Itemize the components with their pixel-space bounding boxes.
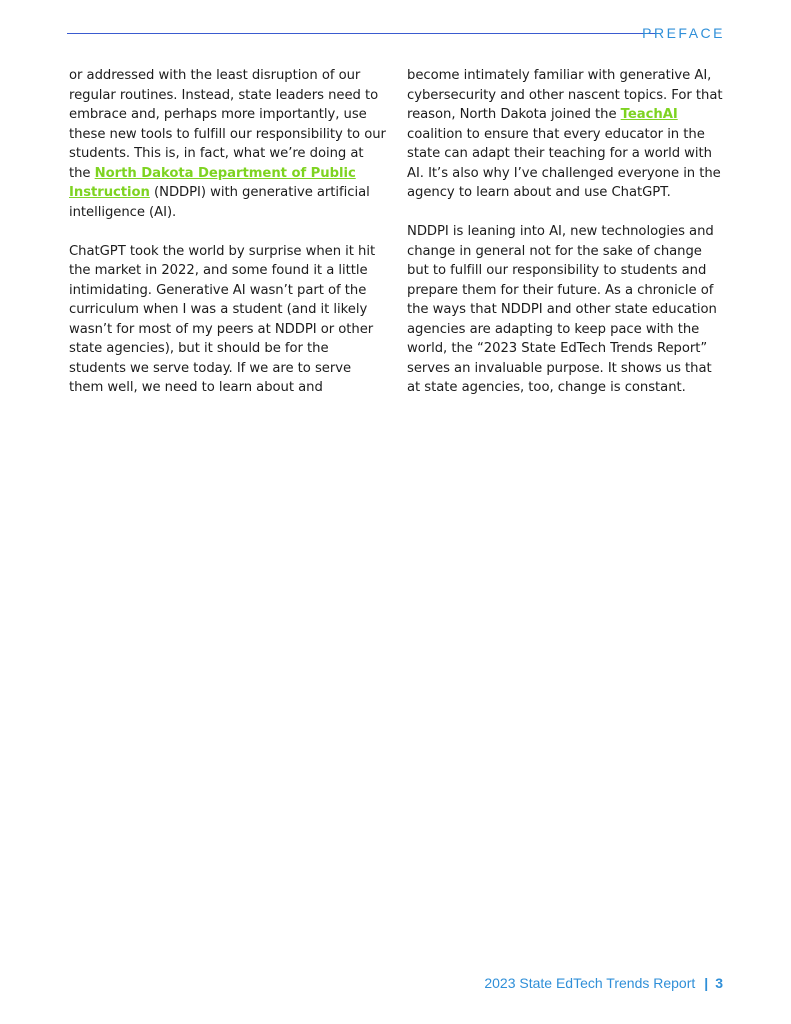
right-paragraph-1 xyxy=(407,66,723,203)
footer-report-title: 2023 State EdTech Trends Report xyxy=(484,975,696,991)
right-column xyxy=(407,66,723,417)
left-paragraph-2: ChatGPT took the world by surprise when it hit the market in 2022, and some found it a little intimidating. Generative AI wasn’t part of the curriculum when I was a student (and it likely wasn’t for most of my peers at NDDPI or other state agencies), but it should be for the students we serve today. If we are to serve them well, we need to learn about and xyxy=(69,243,376,395)
left-paragraph-1-text-after: (NDDPI) with generative artificial intelligence (AI). xyxy=(69,185,370,220)
left-column xyxy=(69,66,387,417)
section-label: PREFACE xyxy=(642,25,725,41)
page-footer xyxy=(484,974,723,992)
nddpi-link[interactable]: North Dakota Department of Public Instruction xyxy=(69,165,356,200)
right-paragraph-1-text-after: coalition to ensure that every educator in the state can adapt their teaching for a world with AI. It’s also why I’ve challenged everyone in the agency to learn about and use ChatGPT. xyxy=(407,126,721,200)
header-rule xyxy=(67,33,657,34)
left-paragraph-1-text-before: or addressed with the least disruption of our regular routines. Instead, state leaders need to embrace and, perhaps more importantly, use these new tools to fulfill our responsibility to our students. This is, in fact, what we’re doing at the xyxy=(69,68,386,181)
left-paragraph-1 xyxy=(69,66,387,222)
right-paragraph-2: NDDPI is leaning into AI, new technologies and change in general not for the sake of change but to fulfill our responsibility to students and prepare them for their future. As a chronicle of the ways that NDDPI and other state education agencies are adapting to keep pace with the world, the “2023 State EdTech Trends Report” serves an invaluable purpose. It shows us that at state agencies, too, change is constant. xyxy=(407,224,717,395)
teachai-link[interactable]: TeachAI xyxy=(620,107,678,122)
page-number: 3 xyxy=(715,975,723,991)
footer-separator: | xyxy=(704,975,709,991)
right-paragraph-1-text-before: become intimately familiar with generative AI, cybersecurity and other nascent topics. For that reason, North Dakota joined the xyxy=(407,68,723,122)
